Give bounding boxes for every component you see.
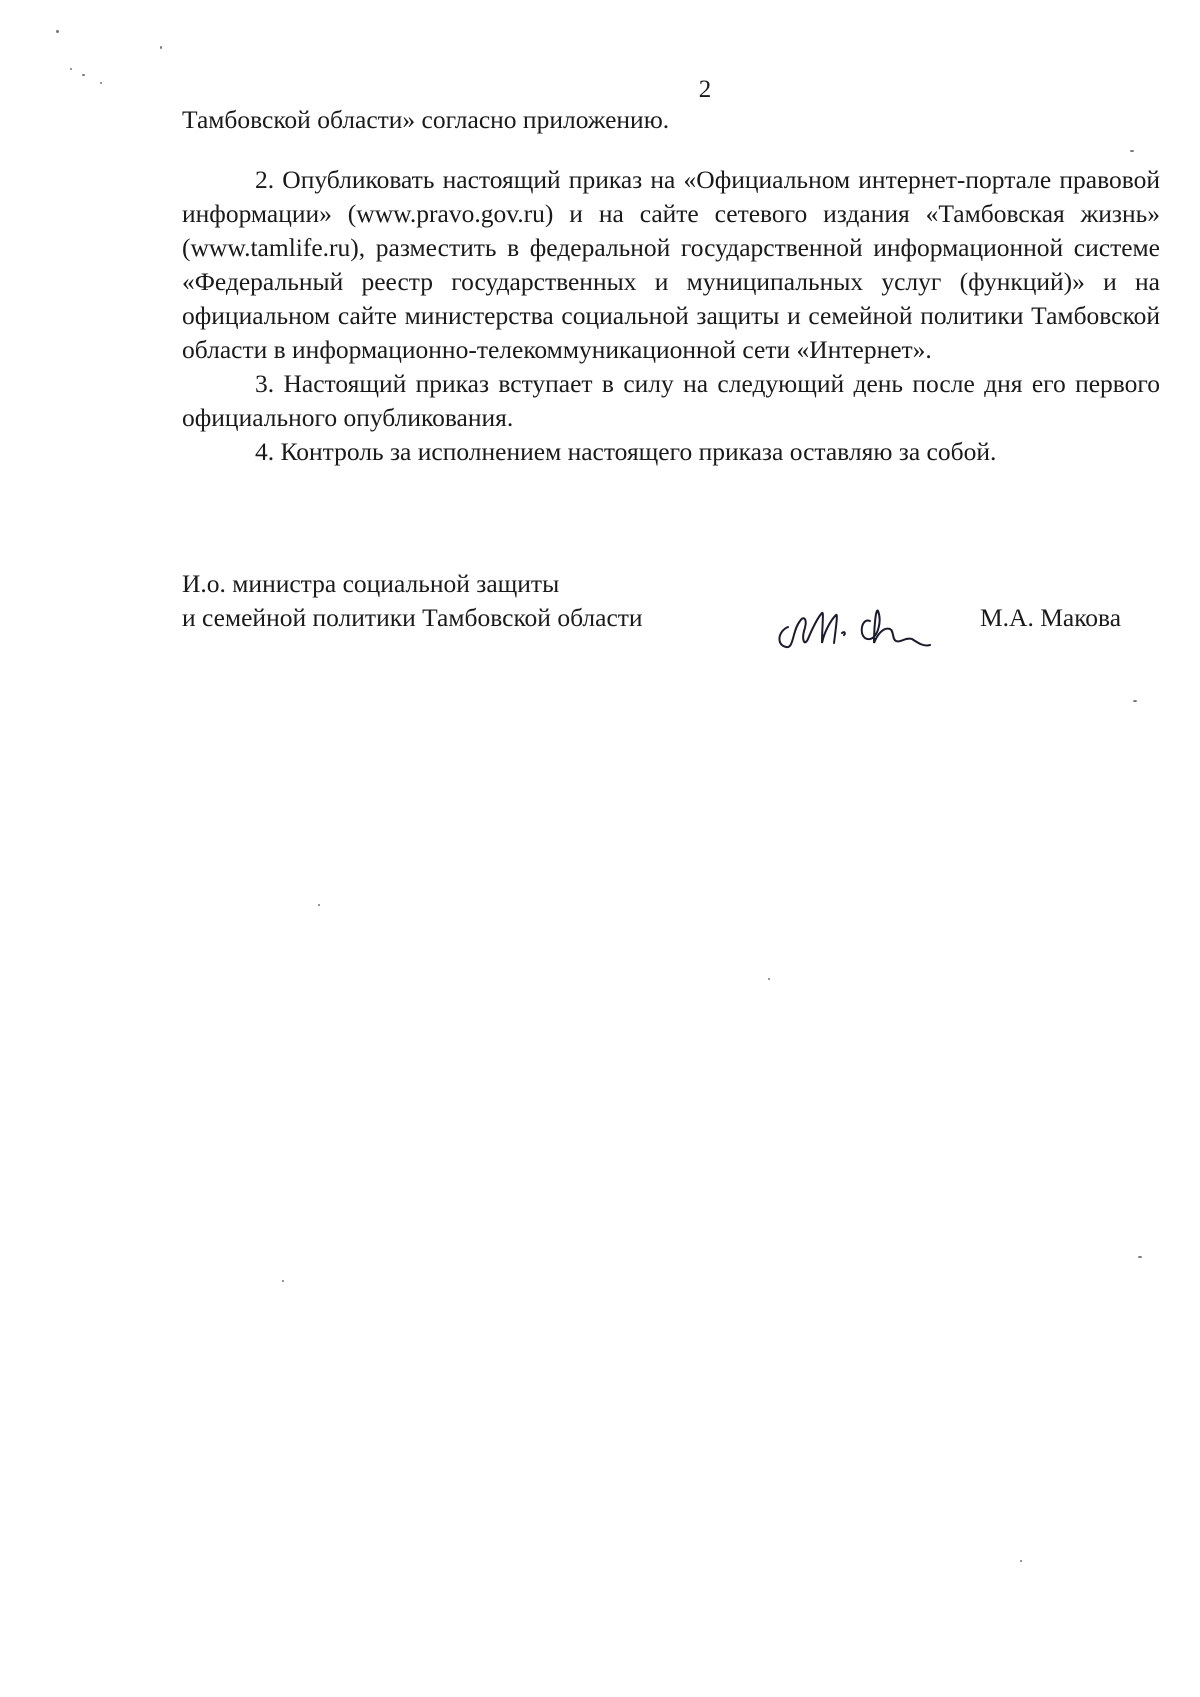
signatory-name: М.А. Макова: [980, 603, 1122, 632]
signatory-position-line-1: И.о. министра социальной защиты: [182, 569, 560, 598]
scan-speck: [1130, 150, 1134, 152]
scan-speck: [768, 978, 770, 980]
scan-speck: [1133, 700, 1137, 702]
scan-speck: [160, 46, 162, 49]
continuation-line: Тамбовской области» согласно приложению.: [182, 105, 670, 134]
scan-speck: [82, 74, 85, 76]
scan-speck: [70, 68, 72, 70]
scan-speck: [318, 904, 320, 906]
scan-speck: [100, 82, 102, 84]
page-number: 2: [698, 76, 712, 103]
paragraphs: [182, 163, 1160, 469]
scan-speck: [56, 30, 59, 33]
paragraph-2: 2. Опубликовать настоящий приказ на «Официальном интернет-портале правовой информации» (www.pravo.gov.ru) и на сайте сетевого издания «Тамбовская жизнь» (www.tamlife.ru), разместить в федеральной государственной информационной системе «Федеральный реестр государственных и муниципальных услуг (функций)» и на официальном сайте министерства социальной защиты и семейной политики Тамбовской области в информационно-телекоммуникационной сети «Интернет».: [182, 165, 1160, 364]
signature-block: [182, 567, 1162, 657]
signatory-position: [182, 567, 643, 635]
scan-speck: [1020, 1560, 1022, 1562]
signatory-position-line-2: и семейной политики Тамбовской области: [182, 603, 643, 632]
handwritten-signature: [774, 587, 934, 657]
paragraph-3: 3. Настоящий приказ вступает в силу на следующий день после дня его первого официального опубликования.: [182, 369, 1160, 432]
paragraph-4: 4. Контроль за исполнением настоящего приказа оставляю за собой.: [255, 437, 997, 466]
scan-speck: [1138, 1256, 1142, 1258]
scan-speck: [282, 1280, 284, 1282]
